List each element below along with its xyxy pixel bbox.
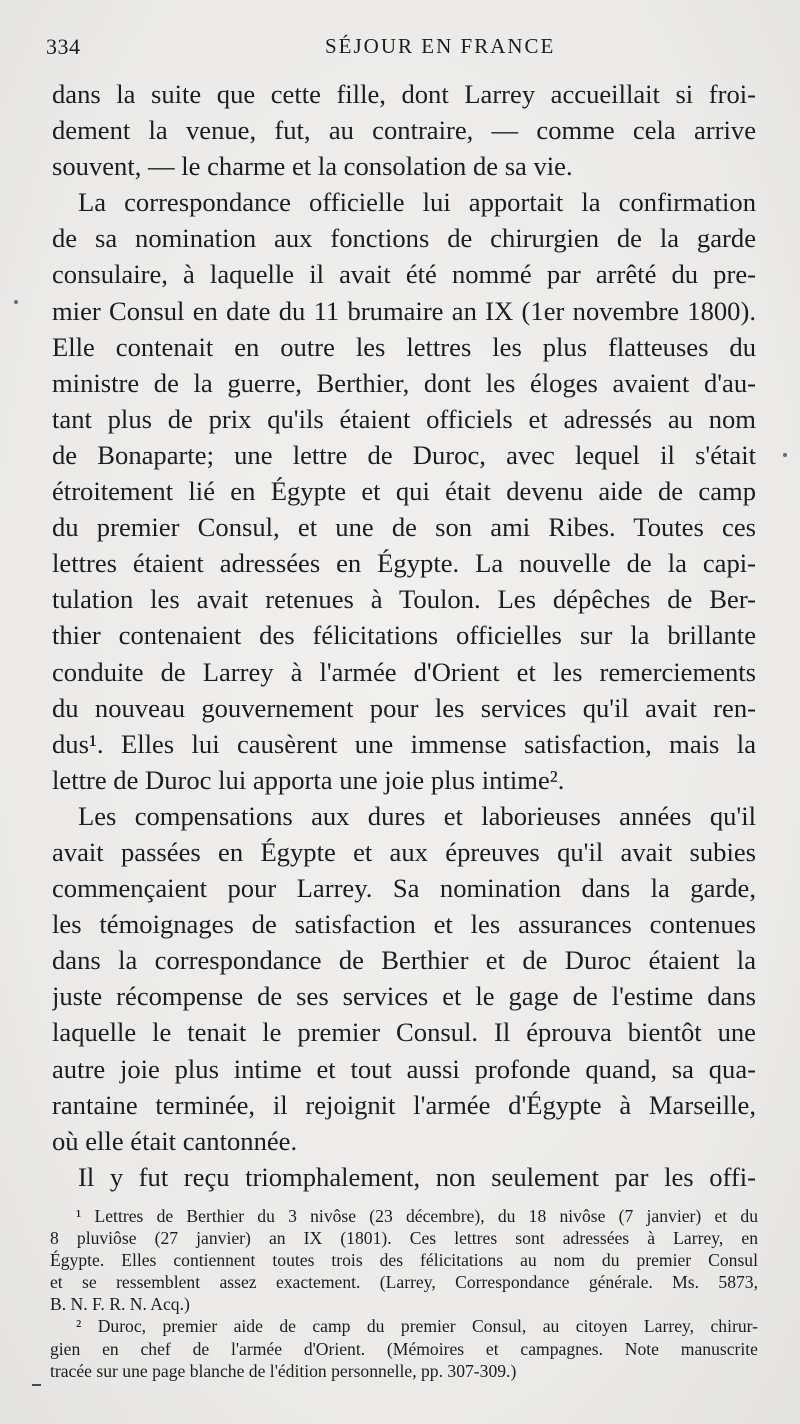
- text-line: tulation les avait retenues à Toulon. Les dépêches de Ber-: [52, 584, 756, 615]
- footnote-line: 8 pluviôse (27 janvier) an IX (1801). Ces lettres sont adressées à Larrey, en: [50, 1228, 758, 1249]
- text-line: où elle était cantonnée.: [52, 1125, 298, 1156]
- text-line: Il y fut reçu triomphalement, non seulement par les offi-: [78, 1161, 756, 1192]
- text-line: thier contenaient des félicitations officielles sur la brillante: [52, 620, 756, 651]
- text-line: de Bonaparte; une lettre de Duroc, avec lequel il s'était: [52, 439, 756, 470]
- text-line: tant plus de prix qu'ils étaient officiels et adressés au nom: [52, 403, 756, 434]
- footnote-line: ² Duroc, premier aide de camp du premier Consul, au citoyen Larrey, chirur-: [76, 1316, 758, 1337]
- scan-mark: [32, 1384, 41, 1386]
- text-line: avait passées en Égypte et aux épreuves qu'il avait subies: [52, 836, 756, 867]
- page-header: [40, 28, 740, 64]
- text-line: souvent, — le charme et la consolation de sa vie.: [52, 151, 573, 182]
- footnote-line: Égypte. Elles contiennent toutes trois des félicitations au nom du premier Consul: [50, 1250, 758, 1271]
- footnote-line: gien en chef de l'armée d'Orient. (Mémoires et campagnes. Note manuscrite: [50, 1338, 758, 1359]
- text-line: autre joie plus intime et tout aussi profonde quand, sa qua-: [52, 1053, 756, 1084]
- text-line: rantaine terminée, il rejoignit l'armée d'Égypte à Marseille,: [52, 1089, 756, 1120]
- text-line: Les compensations aux dures et laborieuses années qu'il: [78, 800, 756, 831]
- text-line: conduite de Larrey à l'armée d'Orient et les remerciements: [52, 656, 756, 687]
- text-line: dus¹. Elles lui causèrent une immense satisfaction, mais la: [52, 728, 756, 759]
- footnote-line: et se ressemblent assez exactement. (Larrey, Correspondance générale. Ms. 5873,: [50, 1272, 758, 1293]
- text-line: commençaient pour Larrey. Sa nomination dans la garde,: [52, 873, 756, 904]
- text-line: de sa nomination aux fonctions de chirurgien de la garde: [52, 223, 756, 254]
- text-line: consulaire, à laquelle il avait été nommé par arrêté du pre-: [52, 259, 756, 290]
- text-line: La correspondance officielle lui apportait la confirmation: [78, 187, 756, 218]
- body-text: [52, 76, 756, 1195]
- text-line: du nouveau gouvernement pour les services qu'il avait ren-: [52, 692, 756, 723]
- scan-speck: [14, 300, 18, 304]
- text-line: lettres étaient adressées en Égypte. La nouvelle de la capi-: [52, 548, 756, 579]
- footnote-line: tracée sur une page blanche de l'édition personnelle, pp. 307-309.): [50, 1360, 517, 1381]
- text-line: dans la suite que cette fille, dont Larrey accueillait si froi-: [52, 79, 756, 109]
- text-line: du premier Consul, et une de son ami Ribes. Toutes ces: [52, 512, 756, 543]
- footnote-line: ¹ Lettres de Berthier du 3 nivôse (23 décembre), du 18 nivôse (7 janvier) et du: [76, 1206, 758, 1226]
- running-title: SÉJOUR EN FRANCE: [325, 34, 556, 58]
- text-line: dans la correspondance de Berthier et de Duroc étaient la: [52, 945, 756, 976]
- footnote-line: B. N. F. R. N. Acq.): [50, 1294, 190, 1315]
- text-line: Elle contenait en outre les lettres les plus flatteuses du: [52, 331, 756, 362]
- text-line: étroitement lié en Égypte et qui était devenu aide de camp: [52, 476, 756, 507]
- page-number: 334: [46, 34, 81, 59]
- text-line: laquelle le tenait le premier Consul. Il éprouva bientôt une: [52, 1017, 756, 1048]
- scan-speck: [783, 453, 787, 457]
- text-line: mier Consul en date du 11 brumaire an IX (1er novembre 1800).: [52, 295, 756, 326]
- text-line: dement la venue, fut, au contraire, — comme cela arrive: [52, 115, 756, 146]
- text-line: les témoignages de satisfaction et les assurances contenues: [52, 909, 756, 940]
- footnotes: [50, 1205, 758, 1382]
- text-line: lettre de Duroc lui apporta une joie plus intime².: [52, 764, 565, 795]
- text-line: ministre de la guerre, Berthier, dont les éloges avaient d'au-: [52, 367, 756, 398]
- text-line: juste récompense de ses services et le gage de l'estime dans: [52, 981, 756, 1012]
